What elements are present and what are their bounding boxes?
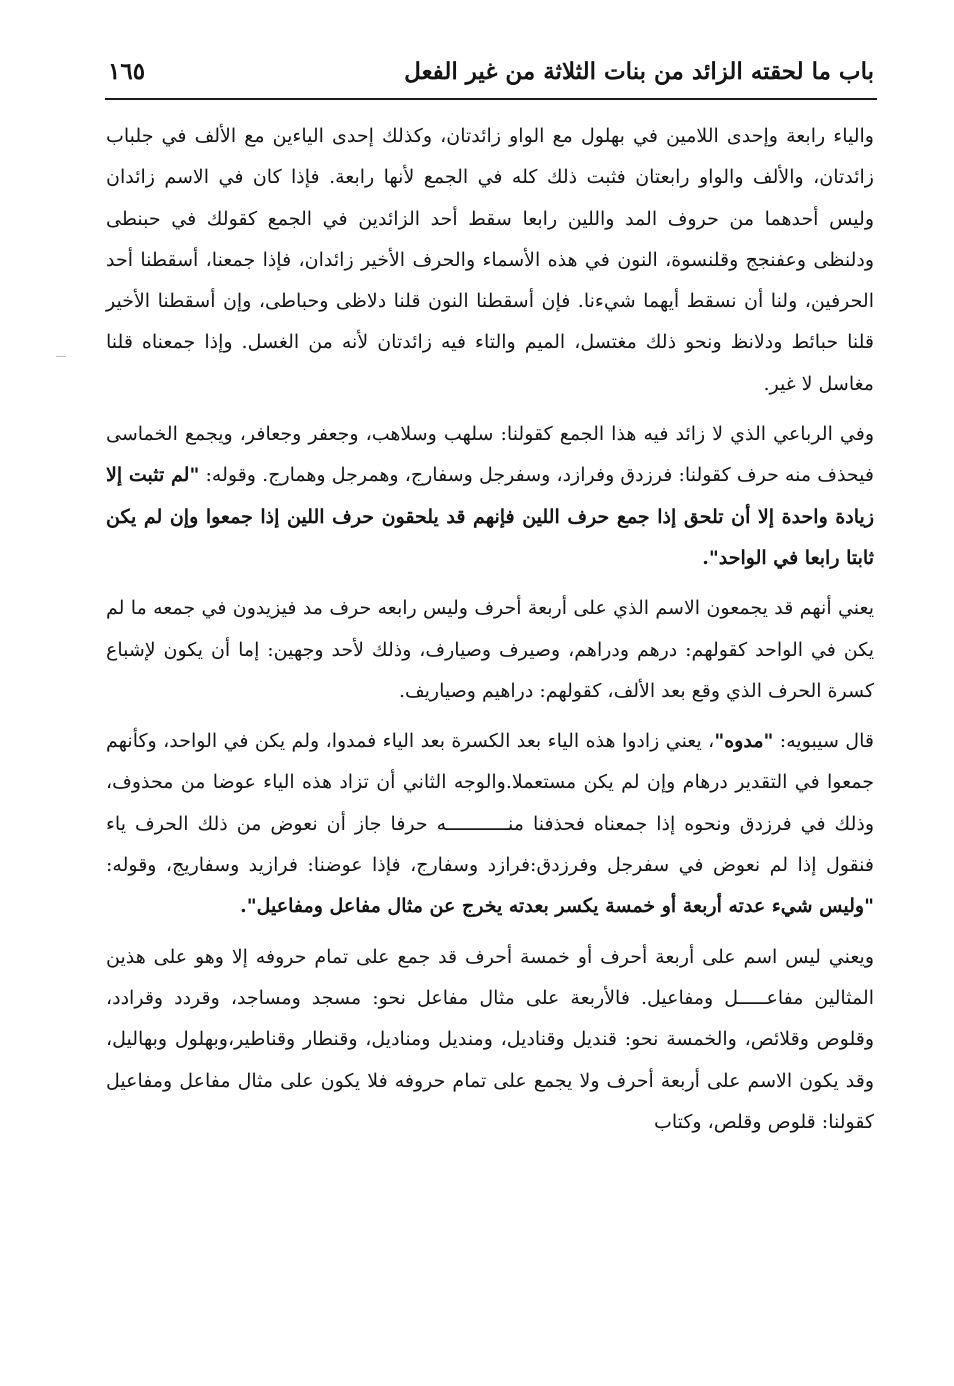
quoted-text: "وليس شيء عدته أربعة أو خمسة يكسر بعدته يخرج عن مثال مفاعل ومفاعيل". bbox=[240, 895, 874, 918]
paragraph-text: ويعني ليس اسم على أربعة أحرف أو خمسة أحرف قد جمع على تمام حروفه إلا وهو على هذين المثالين مفاعـــــل ومفاعيل. فالأربعة على مثال مفاعل نحو: مسجد ومساجد، وقردد وقرادد، وقلوص وقلائص، والخمسة نحو: قنديل وقناديل، ومنديل ومناديل، وقنطار وقناطير،وبهلول وبهاليل، وقد يكون الاسم على أربعة أحرف ولا يجمع على تمام حروفه فلا يكون على مثال مفاعل ومفاعيل كقولنا: قلوص وقلص، وكتاب bbox=[106, 945, 874, 1133]
paragraph-1 bbox=[106, 116, 874, 405]
body-text bbox=[106, 116, 874, 1152]
paragraph-5 bbox=[106, 937, 874, 1143]
page-header bbox=[108, 52, 874, 98]
page-number: ١٦٥ bbox=[108, 58, 146, 85]
paragraph-2 bbox=[106, 414, 874, 579]
margin-mark bbox=[56, 356, 66, 357]
header-rule bbox=[105, 98, 877, 100]
paragraph-3 bbox=[106, 588, 874, 712]
paragraph-text: يعني أنهم قد يجمعون الاسم الذي على أربعة أحرف وليس رابعه حرف مد فيزيدون في جمعه ما لم يكن في الواحد كقولهم: درهم ودراهم، وصيرف وصيارف، وذلك لأحد وجهين: إما أن يكون لإشباع كسرة الحرف الذي وقع بعد الألف، كقولهم: دراهيم وصياريف. bbox=[106, 597, 874, 702]
paragraph-text: والياء رابعة وإحدى اللامين في بهلول مع الواو زائدتان، وكذلك إحدى الياءين مع الألف في جلباب زائدتان، والألف والواو رابعتان فثبت ذلك كله في الجمع لأنها رابعة. فإذا كان في الاسم زائدان وليس أحدهما من حروف المد واللين رابعا سقط أحد الزائدين في الجمع كقولك في حبنطى ودلنظى وعفنجج وقلنسوة، النون في هذه الأسماء والحرف الأخير زائدان، فإذا جمعنا، أسقطنا أحد الحرفين، ولنا أن نسقط أيهما شيءنا. فإن أسقطنا النون قلنا دلاظى وحباطى، وإن أسقطنا الأخير قلنا حبائط ودلانظ ونحو ذلك مغتسل، الميم والتاء فيه زائدتان لأنه من الغسل. وإذا جمعناه قلنا مغاسل لا غير. bbox=[106, 125, 874, 395]
paragraph-text: وفي الرباعي الذي لا زائد فيه هذا الجمع كقولنا: سلهب وسلاهب، وجعفر وجعافر، ويجمع الخماسى فيحذف منه حرف كقولنا: فرزدق وفرازد، وسفرجل وسفارج، وهمرجل وهمارج. وقوله: bbox=[106, 423, 874, 487]
quoted-text: "لم تثبت إلا زيادة واحدة إلا أن تلحق إذا جمع حرف اللين فإنهم قد يلحقون حرف اللين إذا جمعوا وإن لم يكن ثابتا رابعا في الواحد". bbox=[106, 464, 874, 569]
running-title: باب ما لحقته الزائد من بنات الثلاثة من غير الفعل bbox=[404, 58, 874, 85]
paragraph-4 bbox=[106, 721, 874, 927]
quoted-text: "مدوه" bbox=[714, 730, 774, 753]
paragraph-text: ، يعني زادوا هذه الياء بعد الكسرة بعد الياء فمدوا، ولم يكن في الواحد، وكأنهم جمعوا في التقدير درهام وإن لم يكن مستعملا.والوجه الثاني أن تزاد هذه الياء عوضا من محذوف، وذلك في فرزدق ونحوه إذا جمعناه فحذفنا منـــــــــــه حرفا جاز أن نعوض من ذلك الحرف ياء فنقول إذا لم نعوض في سفرجل وفرزدق:فرازد وسفارج، فإذا عوضنا: فرازيد وسفاريج، وقوله: bbox=[106, 730, 874, 877]
paragraph-text: قال سيبويه: bbox=[773, 730, 874, 753]
